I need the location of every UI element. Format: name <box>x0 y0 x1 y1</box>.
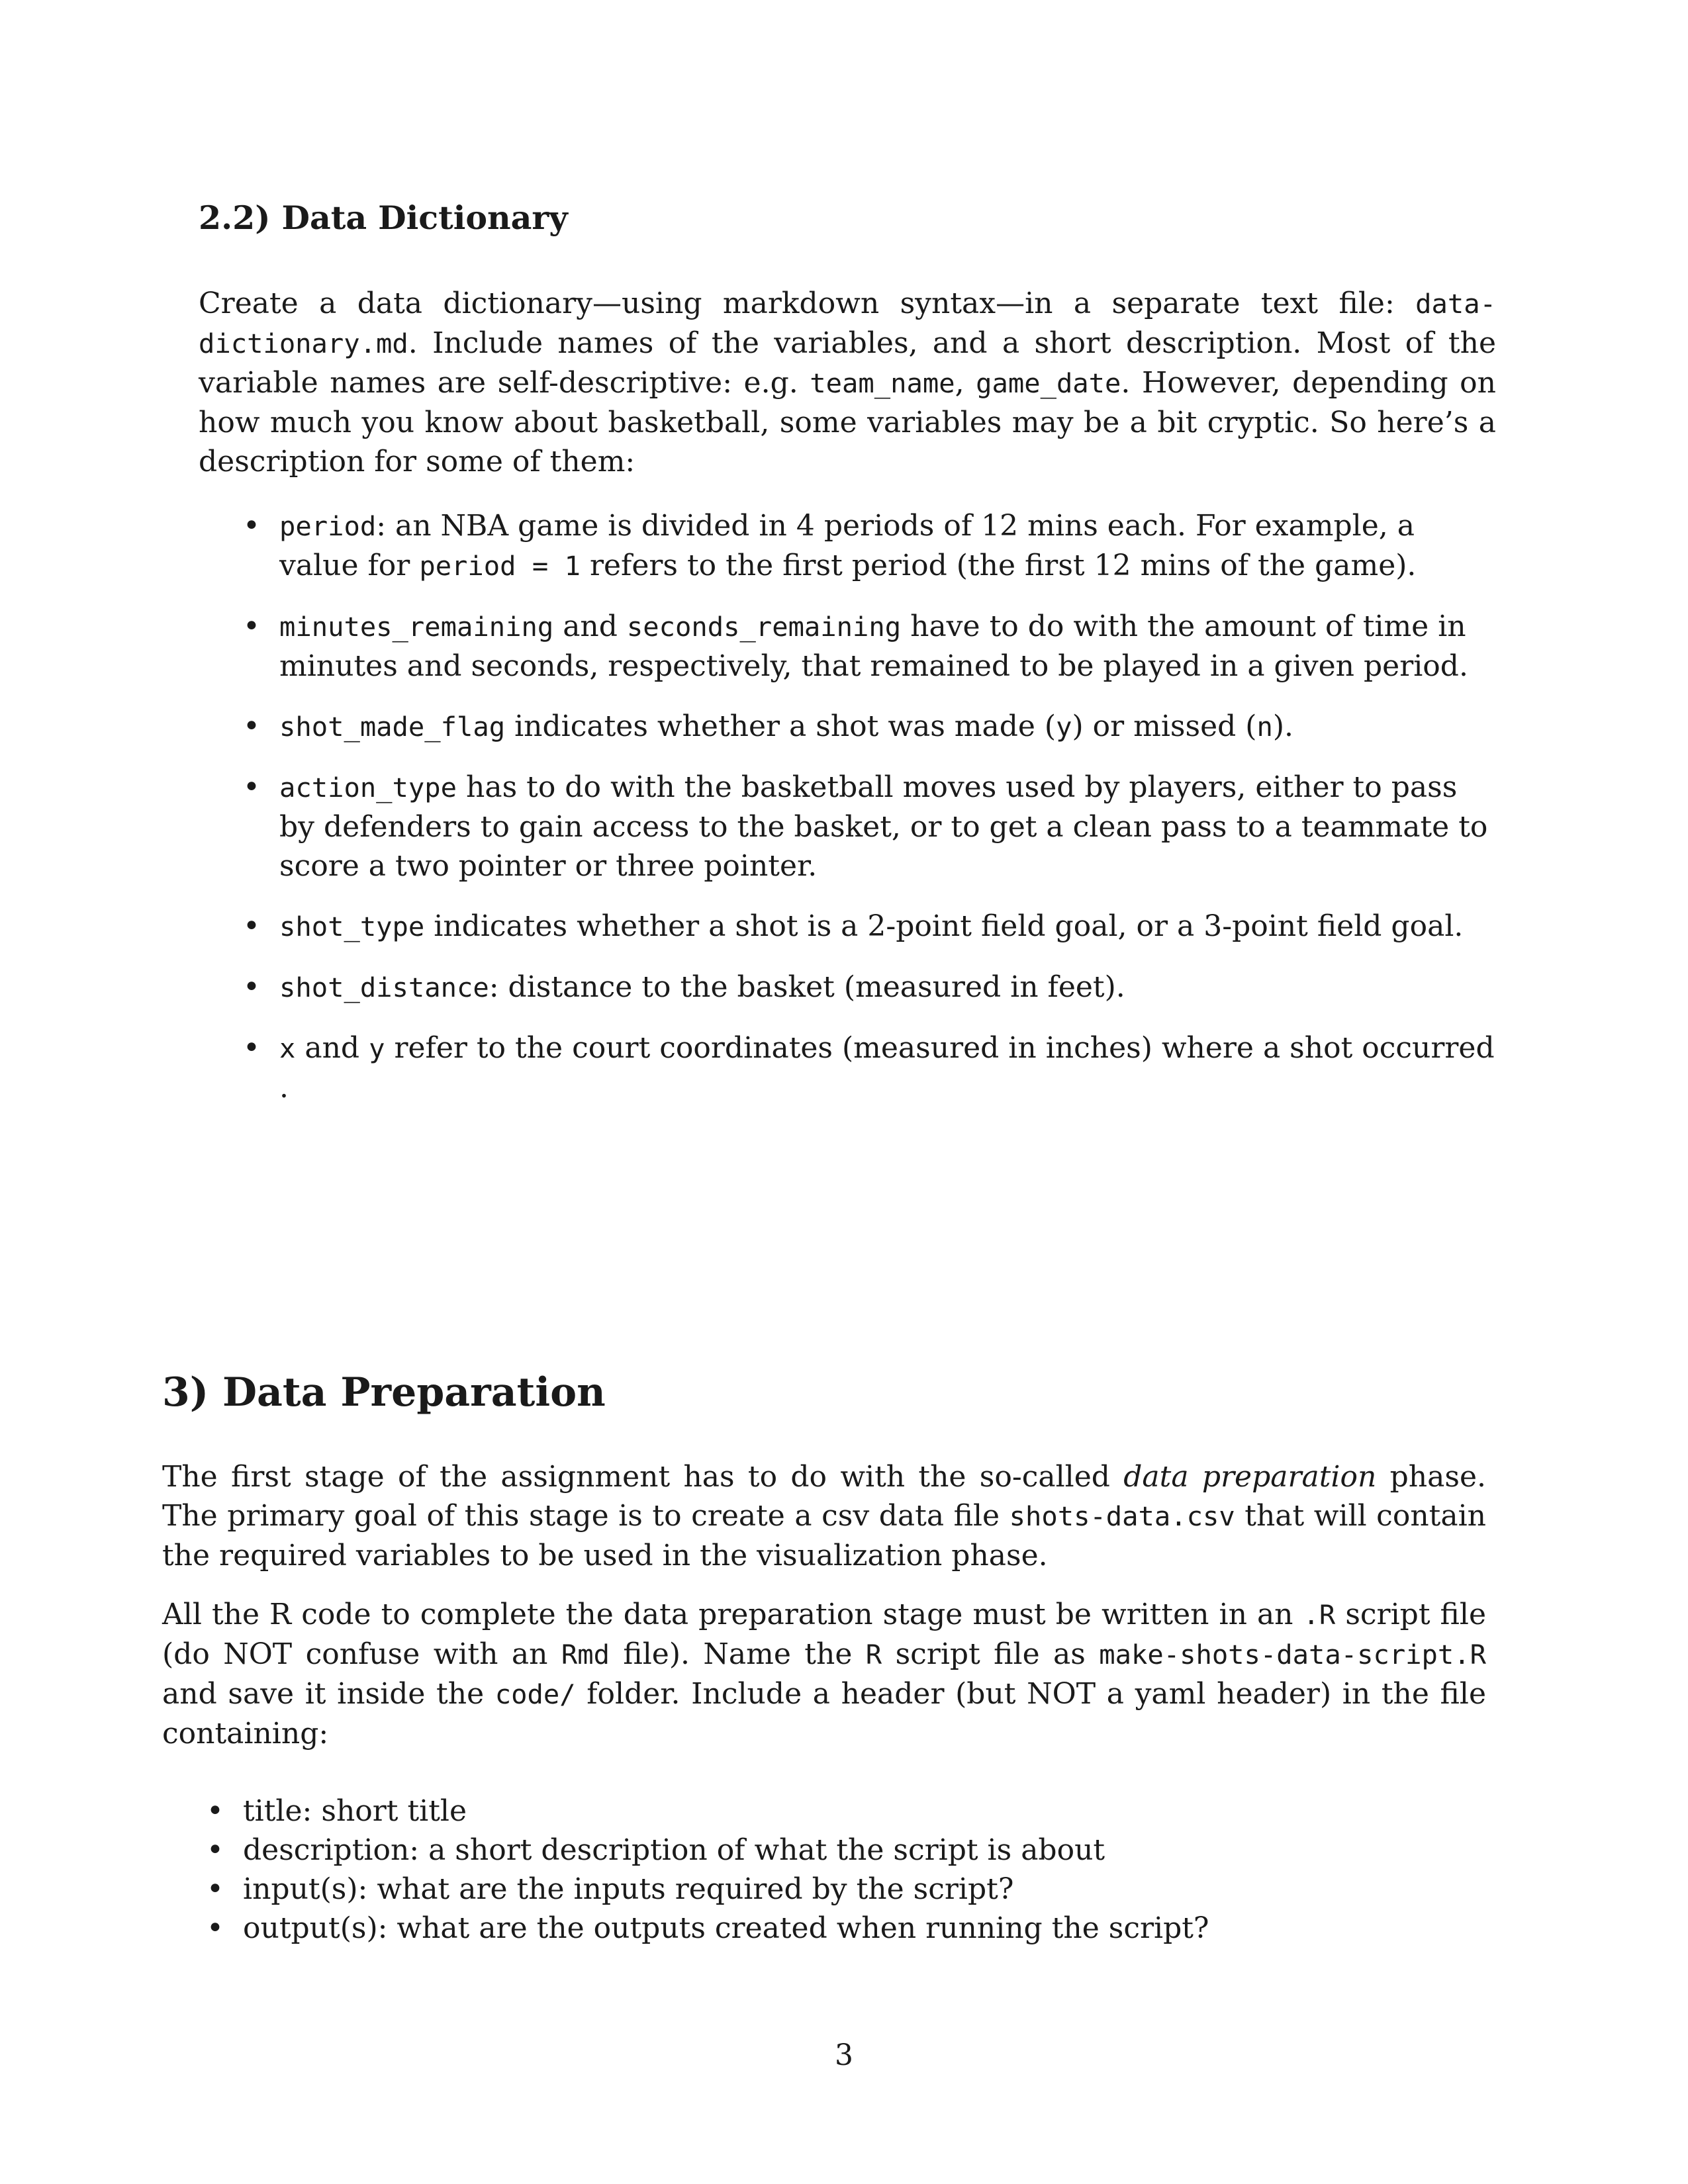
list-item-xy: • x and y refer to the court coordinates (measured in inches) where a shot occurred . <box>279 1028 1496 1107</box>
data-dictionary-intro: Create a data dictionary—using markdown syntax—in a separate text file: data-dictionary.md. Include names of the variables, and a short description. Most of the variable names are self-descriptive: e.g. team_name, game_date. However, depending on how much you know about basketball, some variables may be a bit cryptic. So here’s a description for some of them: <box>199 286 1496 478</box>
subsection-title: 2.2) Data Dictionary <box>199 199 568 237</box>
list-item-shot-type: • shot_type indicates whether a shot is a 2-point field goal, or a 3-point field goal. <box>279 907 1496 946</box>
header-fields-list <box>162 1792 1486 1948</box>
list-item-period: • period: an NBA game is divided in 4 periods of 12 mins each. For example, a value for period = 1 refers to the first period (the first 12 mins of the game). <box>279 506 1496 586</box>
variable-descriptions-list <box>199 506 1496 1107</box>
list-item-remaining: • minutes_remaining and seconds_remaining have to do with the amount of time in minutes and seconds, respectively, that remained to be played in a given period. <box>279 607 1496 686</box>
list-item-shot-made-flag: • shot_made_flag indicates whether a shot was made (y) or missed (n). <box>279 707 1496 747</box>
data-preparation-para-2: All the R code to complete the data preparation stage must be written in an .R script file (do NOT confuse with an Rmd file). Name the R script file as make-shots-data-script.R and save it inside the code/ folder. Include a header (but NOT a yaml header) in the file containing: <box>162 1598 1487 1751</box>
section-title: 3) Data Preparation <box>162 1369 606 1416</box>
list-item: • input(s): what are the inputs required by the script? <box>243 1870 1486 1909</box>
list-item: • title: short title <box>243 1792 1486 1831</box>
page-number: 3 <box>835 2038 853 2072</box>
list-item-action-type: • action_type has to do with the basketball moves used by players, either to pass by defenders to gain access to the basket, or to get a clean pass to a teammate to score a two pointer or three pointer. <box>279 768 1496 886</box>
data-preparation-para-1: The first stage of the assignment has to do with the so-called data preparation phase. The primary goal of this stage is to create a csv data file shots-data.csv that will contain the required variables to be used in the visualization phase. <box>162 1460 1486 1572</box>
section-data-dictionary <box>199 199 1496 1128</box>
list-item-shot-distance: • shot_distance: distance to the basket (measured in feet). <box>279 968 1496 1007</box>
list-item: • description: a short description of what the script is about <box>243 1831 1486 1870</box>
list-item: • output(s): what are the outputs created when running the script? <box>243 1909 1486 1948</box>
section-data-preparation <box>162 1369 1486 1948</box>
